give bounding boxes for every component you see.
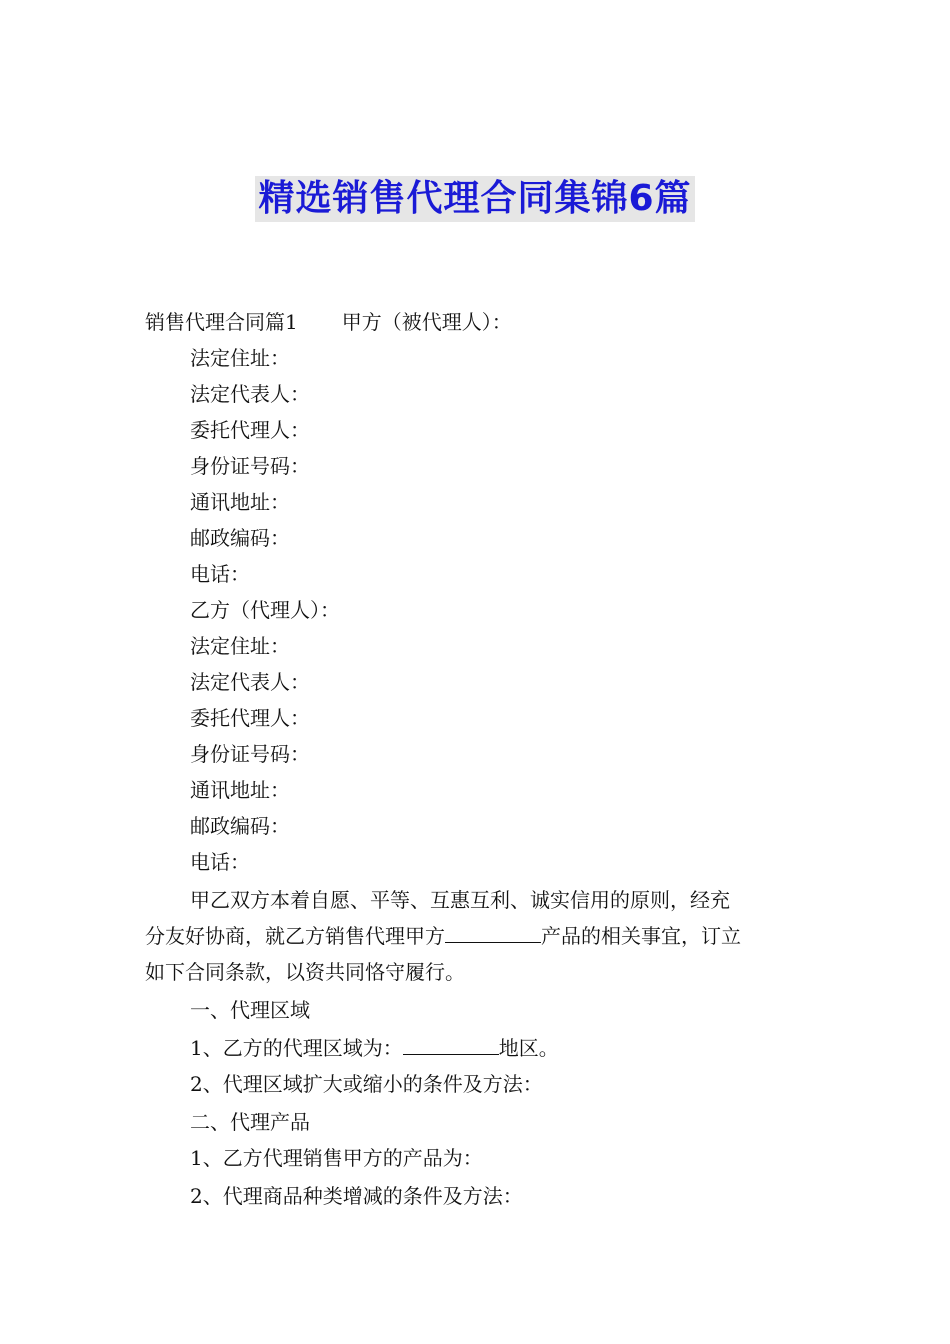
intro-line-1: 甲乙双方本着自愿、平等、互惠互利、诚实信用的原则，经充 [190, 888, 730, 912]
party-a-field: 电话： [190, 562, 250, 586]
party-a-field: 邮政编码： [190, 526, 290, 550]
intro-line-2-end: 产品的相关事宜，订立 [541, 924, 741, 948]
party-b-field: 法定住址： [190, 634, 290, 658]
region-label: 1、乙方的代理区域为： [190, 1036, 403, 1060]
section-2-title: 二、代理产品 [190, 1110, 310, 1134]
party-b-label: 乙方（代理人）： [190, 598, 340, 622]
party-b-field: 通讯地址： [190, 778, 290, 802]
party-b-field: 电话： [190, 850, 250, 874]
product-blank [445, 922, 541, 943]
section-2-item-1: 1、乙方代理销售甲方的产品为： [190, 1146, 483, 1170]
party-a-label: 甲方（被代理人）： [341, 310, 512, 334]
intro-line-3: 如下合同条款，以资共同恪守履行。 [145, 960, 465, 984]
contract-heading: 销售代理合同篇1 [145, 310, 298, 334]
party-b-field: 法定代表人： [190, 670, 310, 694]
region-blank [403, 1034, 499, 1055]
document-title: 精选销售代理合同集锦6篇 [255, 176, 694, 222]
section-1-item-2: 2、代理区域扩大或缩小的条件及方法： [190, 1072, 543, 1096]
intro-line-2-start: 分友好协商，就乙方销售代理甲方 [145, 924, 445, 948]
party-a-field: 身份证号码： [190, 454, 310, 478]
section-2-item-2: 2、代理商品种类增减的条件及方法： [190, 1184, 523, 1208]
intro-line-2 [145, 922, 741, 950]
title-container [0, 176, 950, 222]
heading-line [145, 308, 512, 336]
section-1-title: 一、代理区域 [190, 998, 310, 1022]
region-suffix: 地区。 [498, 1036, 559, 1060]
party-a-field: 通讯地址： [190, 490, 290, 514]
party-a-field: 委托代理人： [190, 418, 310, 442]
party-a-field: 法定住址： [190, 346, 290, 370]
section-1-item-1 [190, 1034, 559, 1062]
party-b-field: 委托代理人： [190, 706, 310, 730]
party-b-field: 邮政编码： [190, 814, 290, 838]
party-a-field: 法定代表人： [190, 382, 310, 406]
party-b-field: 身份证号码： [190, 742, 310, 766]
